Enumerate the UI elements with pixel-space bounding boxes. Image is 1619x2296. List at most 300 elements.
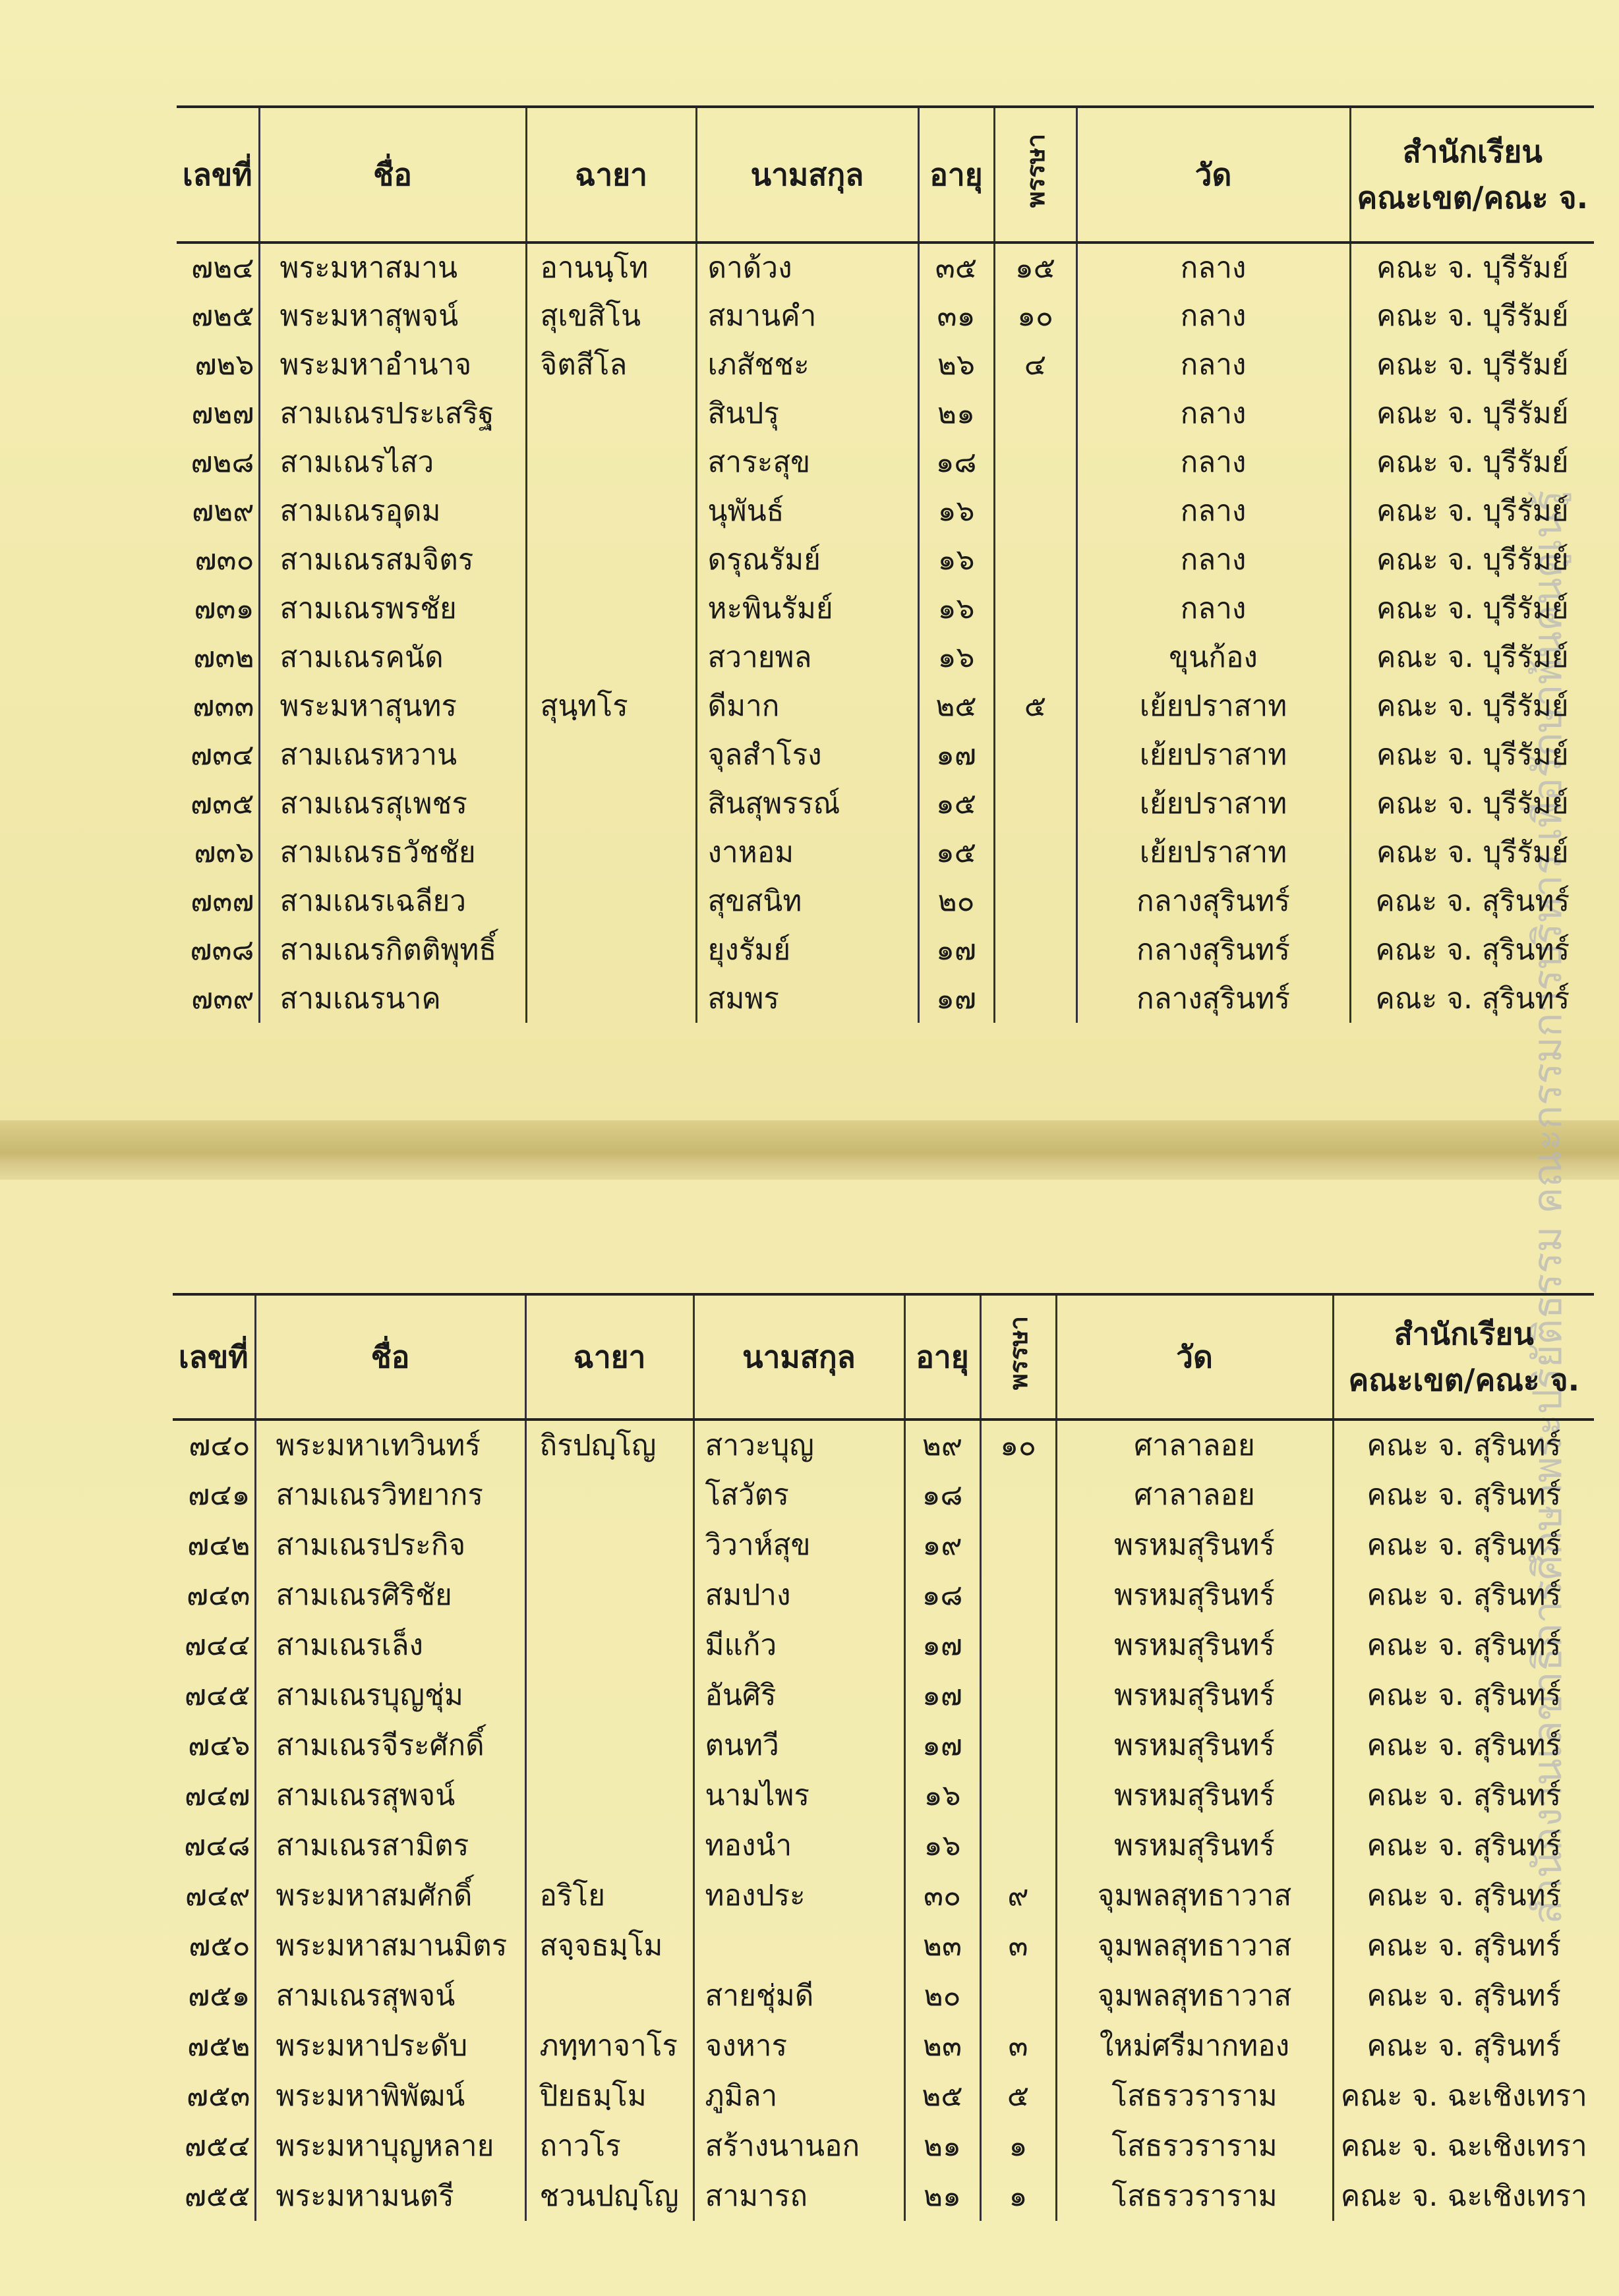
cell-surname: อันศิริ	[693, 1670, 904, 1720]
cell-wat: พรหมสุรินทร์	[1056, 1670, 1333, 1720]
cell-office: คณะ จ. สุรินทร์	[1333, 1720, 1594, 1770]
cell-office: คณะ จ. บุรีรัมย์	[1350, 828, 1594, 876]
table-body-bottom	[173, 1420, 1594, 2221]
cell-wat: พรหมสุรินทร์	[1056, 1520, 1333, 1570]
cell-age: ๒๓	[904, 1920, 980, 1970]
cell-number: ๗๔๙	[185, 1879, 250, 1912]
header-alias: ฉายา	[525, 1294, 693, 1420]
cell-name: สามเณรวิทยากร	[255, 1470, 525, 1520]
cell-office: คณะ จ. ฉะเชิงเทรา	[1333, 2071, 1594, 2121]
cell-surname: สาระสุข	[696, 438, 918, 486]
cell-age: ๒๕	[918, 681, 994, 730]
cell-wat: กลาง	[1076, 486, 1350, 535]
header-row	[177, 107, 1594, 243]
cell-name: พระมหาสมานมิตร	[255, 1920, 525, 1970]
cell-rank	[980, 1570, 1056, 1620]
cell-age: ๒๑	[904, 2171, 980, 2221]
table-row	[173, 1420, 1594, 1470]
cell-rank: ๓	[980, 2021, 1056, 2071]
cell-office: คณะ จ. ฉะเชิงเทรา	[1333, 2121, 1594, 2171]
header-office: สำนักเรียน คณะเขต/คณะ จ.	[1333, 1294, 1594, 1420]
header-age: อายุ	[904, 1294, 980, 1420]
cell-rank	[994, 974, 1076, 1023]
cell-surname: สมานคำ	[696, 291, 918, 340]
cell-name: สามเณรอุดม	[259, 486, 526, 535]
cell-number: ๗๒๗	[191, 397, 254, 430]
cell-name: สามเณรธวัชชัย	[259, 828, 526, 876]
cell-age: ๑๖	[918, 584, 994, 633]
cell-wat: เย้ยปราสาท	[1076, 730, 1350, 779]
table-row	[173, 1820, 1594, 1870]
cell-surname: สวายพล	[696, 633, 918, 681]
vertical-watermark: สำนักงานเลขาธิการศึกษาพระปริยัติธรรม คณะกรรมการบริหาร เพื่อรักษาพ้นคนดูเนรู้	[1525, 490, 1571, 1924]
cell-name: สามเณรเล็ง	[255, 1620, 525, 1670]
cell-wat: กลาง	[1076, 584, 1350, 633]
cell-alias	[525, 1620, 693, 1670]
cell-wat: จุมพลสุทธาวาส	[1056, 1970, 1333, 2021]
table-row	[173, 1520, 1594, 1570]
cell-office: คณะ จ. สุรินทร์	[1333, 1670, 1594, 1720]
cell-rank: ๙	[980, 1870, 1056, 1920]
cell-age: ๑๙	[904, 1520, 980, 1570]
cell-number: ๗๔๒	[187, 1528, 250, 1562]
cell-name: สามเณรสมจิตร	[259, 535, 526, 584]
cell-age: ๑๖	[918, 486, 994, 535]
table-row	[177, 876, 1594, 925]
cell-office: คณะ จ. สุรินทร์	[1350, 974, 1594, 1023]
cell-rank	[994, 730, 1076, 779]
cell-number: ๗๔๗	[185, 1779, 250, 1812]
cell-number: ๗๔๕	[184, 1679, 250, 1712]
cell-surname: จุลสำโรง	[696, 730, 918, 779]
table-row	[177, 438, 1594, 486]
cell-office: คณะ จ. บุรีรัมย์	[1350, 438, 1594, 486]
cell-number: ๗๓๙	[191, 982, 254, 1016]
cell-rank	[994, 486, 1076, 535]
cell-wat: จุมพลสุทธาวาส	[1056, 1920, 1333, 1970]
cell-rank	[980, 1520, 1056, 1570]
cell-alias	[526, 389, 696, 438]
cell-wat: เย้ยปราสาท	[1076, 779, 1350, 828]
cell-age: ๑๖	[904, 1770, 980, 1820]
cell-name: สามเณรศิริชัย	[255, 1570, 525, 1620]
cell-age: ๓๕	[918, 243, 994, 291]
cell-number: ๗๔๓	[187, 1578, 250, 1612]
cell-number: ๗๒๘	[191, 445, 254, 479]
cell-name: สามเณรประกิจ	[255, 1520, 525, 1570]
cell-number: ๗๕๓	[187, 2079, 250, 2113]
table-row	[173, 1720, 1594, 1770]
table-row	[177, 730, 1594, 779]
cell-number: ๗๓๕	[191, 787, 254, 820]
table-row	[177, 633, 1594, 681]
header-age: อายุ	[918, 107, 994, 243]
cell-rank: ๑๐	[994, 291, 1076, 340]
cell-surname: สาวะบุญ	[693, 1420, 904, 1470]
cell-rank	[994, 925, 1076, 974]
cell-name: สามเณรคนัด	[259, 633, 526, 681]
cell-name: สามเณรพรชัย	[259, 584, 526, 633]
cell-rank	[994, 535, 1076, 584]
cell-rank	[994, 876, 1076, 925]
table-row	[177, 535, 1594, 584]
cell-number: ๗๓๗	[191, 884, 254, 918]
cell-office: คณะ จ. บุรีรัมย์	[1350, 291, 1594, 340]
cell-name: พระมหาสุนทร	[259, 681, 526, 730]
cell-age: ๒๓	[904, 2021, 980, 2071]
cell-rank	[980, 1720, 1056, 1770]
cell-number: ๗๕๒	[187, 2029, 250, 2063]
cell-surname	[693, 1920, 904, 1970]
cell-wat: พรหมสุรินทร์	[1056, 1720, 1333, 1770]
cell-wat: โสธรวราราม	[1056, 2071, 1333, 2121]
cell-office: คณะ จ. สุรินทร์	[1333, 1970, 1594, 2021]
cell-office: คณะ จ. บุรีรัมย์	[1350, 535, 1594, 584]
cell-name: สามเณรกิตติพุทธิ์	[259, 925, 526, 974]
cell-surname: ดาด้วง	[696, 243, 918, 291]
cell-wat: พรหมสุรินทร์	[1056, 1570, 1333, 1620]
cell-age: ๑๗	[904, 1720, 980, 1770]
table-row	[177, 779, 1594, 828]
cell-office: คณะ จ. สุรินทร์	[1333, 1920, 1594, 1970]
cell-age: ๒๕	[904, 2071, 980, 2121]
header-surname: นามสกุล	[693, 1294, 904, 1420]
cell-age: ๒๐	[918, 876, 994, 925]
cell-age: ๑๕	[918, 828, 994, 876]
cell-age: ๑๘	[918, 438, 994, 486]
cell-wat: เย้ยปราสาท	[1076, 681, 1350, 730]
cell-wat: จุมพลสุทธาวาส	[1056, 1870, 1333, 1920]
cell-wat: โสธรวราราม	[1056, 2121, 1333, 2171]
cell-surname: มีแก้ว	[693, 1620, 904, 1670]
cell-office: คณะ จ. สุรินทร์	[1333, 2021, 1594, 2071]
cell-rank	[994, 584, 1076, 633]
cell-rank	[980, 1670, 1056, 1720]
cell-office: คณะ จ. บุรีรัมย์	[1350, 243, 1594, 291]
table-row	[173, 1970, 1594, 2021]
cell-age: ๑๘	[904, 1470, 980, 1520]
table-row	[177, 291, 1594, 340]
cell-name: สามเณรสุพจน์	[255, 1770, 525, 1820]
header-office: สำนักเรียน คณะเขต/คณะ จ.	[1350, 107, 1594, 243]
cell-number: ๗๕๑	[188, 1979, 250, 2013]
cell-rank: ๔	[994, 340, 1076, 389]
cell-wat: กลาง	[1076, 243, 1350, 291]
cell-number: ๗๔๐	[189, 1429, 250, 1462]
cell-rank: ๕	[994, 681, 1076, 730]
cell-name: สามเณรสุเพชร	[259, 779, 526, 828]
cell-office: คณะ จ. บุรีรัมย์	[1350, 486, 1594, 535]
cell-alias: สจฺจธมฺโม	[525, 1920, 693, 1970]
cell-rank	[980, 1470, 1056, 1520]
cell-wat: กลาง	[1076, 291, 1350, 340]
cell-rank	[994, 438, 1076, 486]
cell-name: สามเณรจีระศักดิ์	[255, 1720, 525, 1770]
cell-surname: สายชุ่มดี	[693, 1970, 904, 2021]
cell-office: คณะ จ. สุรินทร์	[1333, 1520, 1594, 1570]
cell-office: คณะ จ. สุรินทร์	[1333, 1570, 1594, 1620]
cell-age: ๑๗	[918, 730, 994, 779]
cell-age: ๑๖	[918, 535, 994, 584]
cell-office: คณะ จ. บุรีรัมย์	[1350, 584, 1594, 633]
cell-age: ๑๗	[918, 974, 994, 1023]
cell-age: ๓๐	[904, 1870, 980, 1920]
cell-name: พระมหาประดับ	[255, 2021, 525, 2071]
cell-rank: ๕	[980, 2071, 1056, 2121]
table-row	[173, 1870, 1594, 1920]
cell-alias: อานนฺโท	[526, 243, 696, 291]
cell-name: พระมหาสมศักดิ์	[255, 1870, 525, 1920]
cell-number: ๗๓๓	[192, 689, 254, 723]
cell-age: ๑๘	[904, 1570, 980, 1620]
cell-office: คณะ จ. สุรินทร์	[1333, 1420, 1594, 1470]
cell-surname: หะพินรัมย์	[696, 584, 918, 633]
cell-rank: ๓	[980, 1920, 1056, 1970]
table-row	[173, 2171, 1594, 2221]
cell-number: ๗๕๔	[184, 2129, 250, 2163]
cell-age: ๑๗	[918, 925, 994, 974]
cell-rank	[994, 779, 1076, 828]
cell-alias	[526, 486, 696, 535]
cell-name: พระมหาสมาน	[259, 243, 526, 291]
cell-rank	[994, 389, 1076, 438]
cell-surname: ภูมิลา	[693, 2071, 904, 2121]
header-no: เลขที่	[182, 156, 252, 192]
header-row	[173, 1294, 1594, 1420]
cell-office: คณะ จ. สุรินทร์	[1333, 1770, 1594, 1820]
header-wat: วัด	[1076, 107, 1350, 243]
cell-office: คณะ จ. บุรีรัมย์	[1350, 681, 1594, 730]
cell-surname: นามไพร	[693, 1770, 904, 1820]
cell-name: สามเณรหวาน	[259, 730, 526, 779]
cell-alias	[526, 584, 696, 633]
cell-rank	[994, 633, 1076, 681]
table-row	[177, 681, 1594, 730]
header-rank: พรรษา	[980, 1294, 1056, 1420]
cell-alias	[525, 1470, 693, 1520]
cell-alias: ถาวโร	[525, 2121, 693, 2171]
table-row	[177, 389, 1594, 438]
cell-number: ๗๒๙	[192, 494, 254, 528]
cell-alias: ชวนปญฺโญ	[525, 2171, 693, 2221]
table-body-top	[177, 243, 1594, 1023]
cell-age: ๒๙	[904, 1420, 980, 1470]
cell-alias	[526, 730, 696, 779]
cell-rank	[994, 828, 1076, 876]
cell-number: ๗๓๘	[190, 933, 254, 967]
cell-office: คณะ จ. ฉะเชิงเทรา	[1333, 2171, 1594, 2221]
cell-alias: ถิรปญฺโญ	[525, 1420, 693, 1470]
cell-name: สามเณรสามิตร	[255, 1820, 525, 1870]
table-row	[173, 2071, 1594, 2121]
cell-alias	[525, 1570, 693, 1620]
cell-age: ๒๑	[918, 389, 994, 438]
cell-alias	[526, 974, 696, 1023]
cell-wat: ขุนก้อง	[1076, 633, 1350, 681]
cell-wat: พรหมสุรินทร์	[1056, 1770, 1333, 1820]
cell-number: ๗๒๕	[191, 299, 254, 333]
cell-office: คณะ จ. สุรินทร์	[1333, 1820, 1594, 1870]
cell-surname: เภสัชชะ	[696, 340, 918, 389]
cell-name: พระมหาสุพจน์	[259, 291, 526, 340]
cell-number: ๗๓๐	[194, 543, 254, 577]
cell-name: สามเณรนาค	[259, 974, 526, 1023]
table-row	[177, 243, 1594, 291]
cell-wat: ใหม่ศรีมากทอง	[1056, 2021, 1333, 2071]
cell-number: ๗๔๔	[184, 1628, 250, 1662]
cell-surname: ทองนำ	[693, 1820, 904, 1870]
cell-alias: จิตสีโล	[526, 340, 696, 389]
table-row	[177, 828, 1594, 876]
cell-age: ๓๑	[918, 291, 994, 340]
table-row	[173, 2121, 1594, 2171]
cell-surname: สามารถ	[693, 2171, 904, 2221]
cell-alias: ปิยธมฺโม	[525, 2071, 693, 2121]
cell-office: คณะ จ. สุรินทร์	[1350, 876, 1594, 925]
cell-alias	[526, 535, 696, 584]
cell-number: ๗๓๔	[191, 738, 254, 772]
cell-alias: อริโย	[525, 1870, 693, 1920]
cell-surname: ดรุณรัมย์	[696, 535, 918, 584]
cell-name: สามเณรเฉลียว	[259, 876, 526, 925]
header-no: เลขที่	[178, 1338, 249, 1375]
cell-alias	[526, 779, 696, 828]
cell-alias	[525, 1720, 693, 1770]
table-row	[173, 1470, 1594, 1520]
header-rank: พรรษา	[994, 107, 1076, 243]
cell-office: คณะ จ. สุรินทร์	[1350, 925, 1594, 974]
cell-wat: เย้ยปราสาท	[1076, 828, 1350, 876]
cell-number: ๗๓๖	[194, 836, 254, 869]
cell-surname: โสวัตร	[693, 1470, 904, 1520]
cell-number: ๗๔๖	[188, 1729, 250, 1762]
cell-wat: ศาลาลอย	[1056, 1470, 1333, 1520]
cell-rank	[980, 1620, 1056, 1670]
cell-name: สามเณรสุพจน์	[255, 1970, 525, 2021]
cell-office: คณะ จ. สุรินทร์	[1333, 1620, 1594, 1670]
cell-surname: สินปรุ	[696, 389, 918, 438]
table-row	[177, 486, 1594, 535]
cell-surname: สมปาง	[693, 1570, 904, 1620]
cell-alias	[526, 876, 696, 925]
cell-wat: กลาง	[1076, 389, 1350, 438]
table-row	[177, 974, 1594, 1023]
cell-wat: ศาลาลอย	[1056, 1420, 1333, 1470]
cell-surname: ยุงรัมย์	[696, 925, 918, 974]
cell-surname: นุพันธ์	[696, 486, 918, 535]
cell-alias	[525, 1520, 693, 1570]
table-row	[177, 584, 1594, 633]
cell-alias: สุเขสิโน	[526, 291, 696, 340]
cell-alias	[525, 1820, 693, 1870]
cell-office: คณะ จ. สุรินทร์	[1333, 1870, 1594, 1920]
cell-name: พระมหาบุญหลาย	[255, 2121, 525, 2171]
cell-number: ๗๒๖	[194, 348, 254, 382]
cell-wat: กลาง	[1076, 438, 1350, 486]
cell-name: สามเณรบุญชุ่ม	[255, 1670, 525, 1720]
table-row	[173, 1920, 1594, 1970]
cell-office: คณะ จ. บุรีรัมย์	[1350, 730, 1594, 779]
cell-wat: กลาง	[1076, 340, 1350, 389]
cell-age: ๒๑	[904, 2121, 980, 2171]
table-row	[173, 1620, 1594, 1670]
cell-name: พระมหามนตรี	[255, 2171, 525, 2221]
cell-alias	[526, 925, 696, 974]
table-row	[177, 925, 1594, 974]
cell-rank: ๑	[980, 2171, 1056, 2221]
cell-office: คณะ จ. บุรีรัมย์	[1350, 779, 1594, 828]
cell-number: ๗๕๕	[184, 2179, 250, 2213]
header-wat: วัด	[1056, 1294, 1333, 1420]
cell-rank: ๑๐	[980, 1420, 1056, 1470]
cell-number: ๗๔๘	[184, 1829, 250, 1862]
cell-rank	[980, 1970, 1056, 2021]
cell-wat: กลางสุรินทร์	[1076, 925, 1350, 974]
table-row	[173, 1570, 1594, 1620]
header-surname: นามสกุล	[696, 107, 918, 243]
cell-office: คณะ จ. บุรีรัมย์	[1350, 340, 1594, 389]
cell-rank: ๑	[980, 2121, 1056, 2171]
cell-wat: กลาง	[1076, 535, 1350, 584]
table-row	[173, 1670, 1594, 1720]
cell-surname: ดีมาก	[696, 681, 918, 730]
cell-age: ๑๗	[904, 1670, 980, 1720]
header-alias: ฉายา	[526, 107, 696, 243]
cell-name: พระมหาพิพัฒน์	[255, 2071, 525, 2121]
results-table-bottom	[173, 1293, 1594, 2221]
cell-rank: ๑๕	[994, 243, 1076, 291]
cell-number: ๗๓๒	[193, 641, 254, 674]
cell-rank	[980, 1770, 1056, 1820]
table-row	[173, 2021, 1594, 2071]
cell-number: ๗๓๑	[194, 592, 254, 625]
cell-surname: วิวาห์สุข	[693, 1520, 904, 1570]
cell-name: พระมหาเทวินทร์	[255, 1420, 525, 1470]
cell-number: ๗๒๔	[191, 251, 254, 285]
cell-alias	[526, 633, 696, 681]
cell-alias: ภทฺทาจาโร	[525, 2021, 693, 2071]
cell-age: ๑๖	[904, 1820, 980, 1870]
cell-name: สามเณรไสว	[259, 438, 526, 486]
cell-office: คณะ จ. สุรินทร์	[1333, 1470, 1594, 1520]
cell-age: ๒๐	[904, 1970, 980, 2021]
cell-surname: งาหอม	[696, 828, 918, 876]
results-table-top	[177, 105, 1594, 1023]
cell-alias	[525, 1670, 693, 1720]
cell-surname: ตนทวี	[693, 1720, 904, 1770]
cell-wat: กลางสุรินทร์	[1076, 974, 1350, 1023]
cell-surname: สินสุพรรณ์	[696, 779, 918, 828]
cell-wat: พรหมสุรินทร์	[1056, 1820, 1333, 1870]
cell-name: พระมหาอำนาจ	[259, 340, 526, 389]
cell-office: คณะ จ. บุรีรัมย์	[1350, 633, 1594, 681]
cell-surname: สมพร	[696, 974, 918, 1023]
cell-number: ๗๕๐	[189, 1929, 250, 1963]
cell-age: ๑๗	[904, 1620, 980, 1670]
cell-wat: กลางสุรินทร์	[1076, 876, 1350, 925]
cell-wat: โสธรวราราม	[1056, 2171, 1333, 2221]
cell-alias	[526, 438, 696, 486]
cell-age: ๑๖	[918, 633, 994, 681]
cell-office: คณะ จ. บุรีรัมย์	[1350, 389, 1594, 438]
cell-surname: สุขสนิท	[696, 876, 918, 925]
cell-surname: สร้างนานอก	[693, 2121, 904, 2171]
cell-age: ๑๕	[918, 779, 994, 828]
cell-wat: พรหมสุรินทร์	[1056, 1620, 1333, 1670]
cell-surname: ทองประ	[693, 1870, 904, 1920]
table-row	[177, 340, 1594, 389]
cell-name: สามเณรประเสริฐ	[259, 389, 526, 438]
